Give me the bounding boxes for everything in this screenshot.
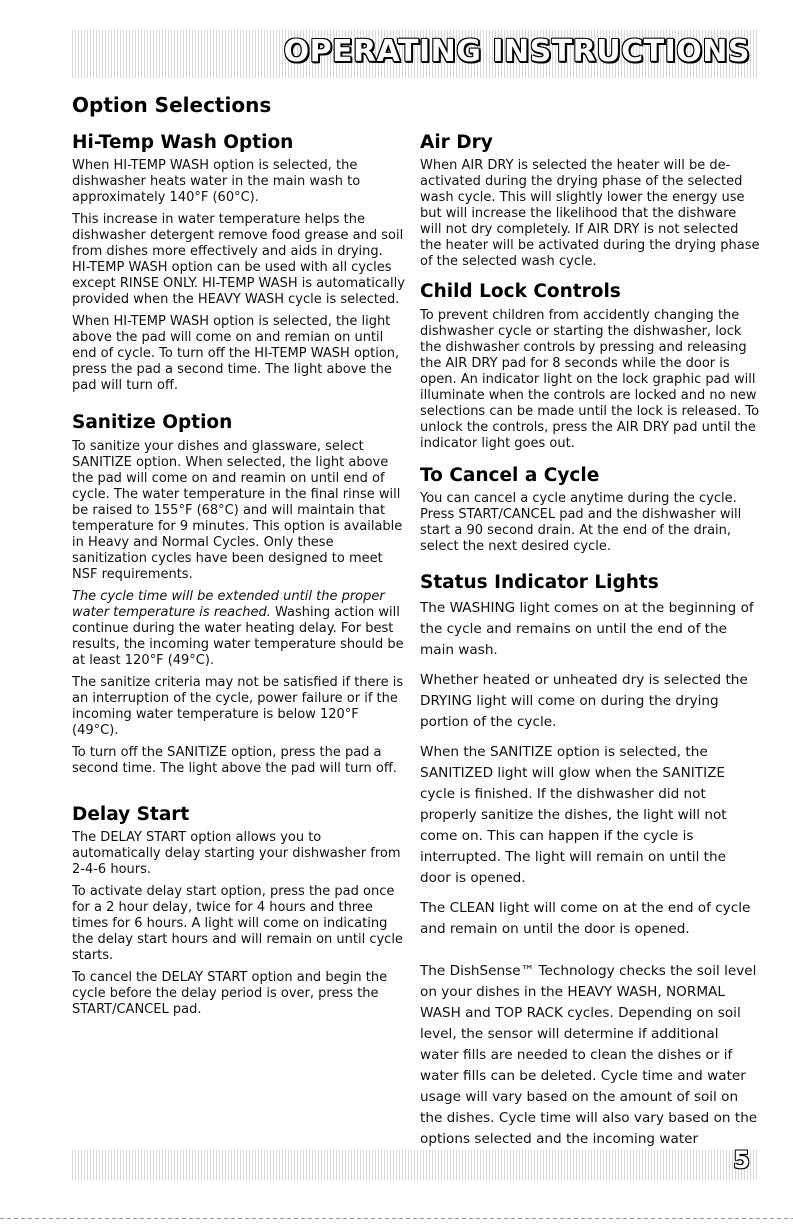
status-drying-paragraph: Whether heated or unheated dry is selected the DRYING light will come on during the drying portion of the cycle. xyxy=(420,672,748,731)
sanitize-paragraph-2 xyxy=(72,589,405,669)
status-lights-section xyxy=(420,573,760,1171)
cancel-cycle-heading: To Cancel a Cycle xyxy=(420,464,600,486)
status-washing-paragraph: The WASHING light comes on at the beginning of the cycle and remains on until the end of the main wash. xyxy=(420,600,754,659)
sanitize-italic-note: The cycle time will be extended until the proper water temperature is reached. xyxy=(72,588,385,620)
status-sanitized-paragraph: When the SANITIZE option is selected, the SANITIZED light will glow when the SANITIZE cycle is finished. If the dishwasher did not properly sanitize the dishes, the light will not come on. This can happen if the cycle is interrupted. The light will remain on until the door is opened. xyxy=(420,744,727,887)
footer-band xyxy=(72,1146,758,1180)
spacer xyxy=(420,949,760,961)
air-dry-heading: Air Dry xyxy=(420,132,493,153)
page-number: 5 xyxy=(733,1146,750,1174)
cancel-cycle-section xyxy=(420,466,760,555)
child-lock-paragraph: To prevent children from accidently changing the dishwasher cycle or starting the dishwasher, lock the dishwasher controls by pressing and releasing the AIR DRY pad for 8 seconds while the door is open. An indicator light on the lock graphic pad will illuminate when the controls are locked and no new selections can be made until the lock is released. To unlock the controls, press the AIR DRY pad until the indicator light goes out. xyxy=(420,307,760,451)
right-column xyxy=(420,133,760,1180)
dishsense-paragraph: The DishSense™ Technology checks the soil level on your dishes in the HEAVY WASH, NORMAL WASH and TOP RACK cycles. Depending on soil level, the sensor will determine if additional water fills are needed to clean the dishes or if water fills can be deleted. Cycle time and water usage will vary based on the amount of soil on the dishes. Cycle time will also vary based on the options selected and the incoming water xyxy=(420,963,758,1148)
child-lock-section xyxy=(420,282,760,451)
delay-start-paragraph-1: The DELAY START option allows you to automatically delay starting your dishwasher from 2-4-6 hours. xyxy=(72,830,401,878)
hi-temp-wash-heading: Hi-Temp Wash Option xyxy=(72,132,294,153)
left-column xyxy=(72,133,405,1024)
delay-start-section xyxy=(72,805,405,1018)
status-clean-paragraph: The CLEAN light will come on at the end of cycle and remain on until the door is opened. xyxy=(420,900,751,938)
header-band xyxy=(72,30,758,78)
delay-start-paragraph-3: To cancel the DELAY START option and begin the cycle before the delay period is over, press the START/CANCEL pad. xyxy=(72,970,388,1018)
sanitize-paragraph-2-rest: Washing action will continue during the water heating delay. For best results, the incoming water temperature should be at least 120°F (49°C). xyxy=(72,604,404,668)
delay-start-heading: Delay Start xyxy=(72,803,190,825)
air-dry-paragraph: When AIR DRY is selected the heater will be de-activated during the drying phase of the selected wash cycle. This will slightly lower the energy use but will increase the likelihood that the dishware will not dry completely. If AIR DRY is not selected the heater will be activated during the drying phase of the selected wash cycle. xyxy=(420,158,760,270)
child-lock-heading: Child Lock Controls xyxy=(420,281,621,303)
hi-temp-wash-section xyxy=(72,133,405,394)
page-header-title: OPERATING INSTRUCTIONS xyxy=(283,34,750,69)
hi-temp-wash-paragraph-1: When HI-TEMP WASH option is selected, the dishwasher heats water in the main wash to approximately 140°F (60°C). xyxy=(72,158,361,206)
sanitize-section xyxy=(72,413,405,776)
sanitize-paragraph-1: To sanitize your dishes and glassware, select SANITIZE option. When selected, the light above the pad will come on and reamin on until end of cycle. The water temperature in the final rinse will be raised to 155°F (68°C) and will maintain that temperature for 9 minutes. This option is available in Heavy and Normal Cycles. Only these sanitization cycles have been designed to meet NSF requirements. xyxy=(72,438,403,582)
bottom-rule xyxy=(0,1218,793,1219)
sanitize-paragraph-3: The sanitize criteria may not be satisfied if there is an interruption of the cycle, power failure or if the incoming water temperature is below 120°F (49°C). xyxy=(72,674,404,738)
hi-temp-wash-paragraph-3: When HI-TEMP WASH option is selected, the light above the pad will come on and remian on until end of cycle. To turn off the HI-TEMP WASH option, press the pad a second time. The light above the pad will turn off. xyxy=(72,314,400,394)
sanitize-heading: Sanitize Option xyxy=(72,412,233,434)
status-lights-heading: Status Indicator Lights xyxy=(420,572,659,594)
air-dry-section xyxy=(420,133,760,270)
cancel-cycle-paragraph: You can cancel a cycle anytime during the cycle. Press START/CANCEL pad and the dishwasher will start a 90 second drain. At the end of the drain, select the next desired cycle. xyxy=(420,491,742,555)
section-title: Option Selections xyxy=(72,93,272,117)
sanitize-paragraph-4: To turn off the SANITIZE option, press the pad a second time. The light above the pad will turn off. xyxy=(72,744,397,776)
hi-temp-wash-paragraph-2: This increase in water temperature helps the dishwasher detergent remove food grease and soil from dishes more effectively and aids in drying. HI-TEMP WASH option can be used with all cycles except RINSE ONLY. HI-TEMP WASH is automatically provided when the HEAVY WASH cycle is selected. xyxy=(72,212,405,308)
delay-start-paragraph-2: To activate delay start option, press the pad once for a 2 hour delay, twice for 4 hours and three times for 6 hours. A light will come on indicating the delay start hours and will remain on until cycle starts. xyxy=(72,884,403,964)
